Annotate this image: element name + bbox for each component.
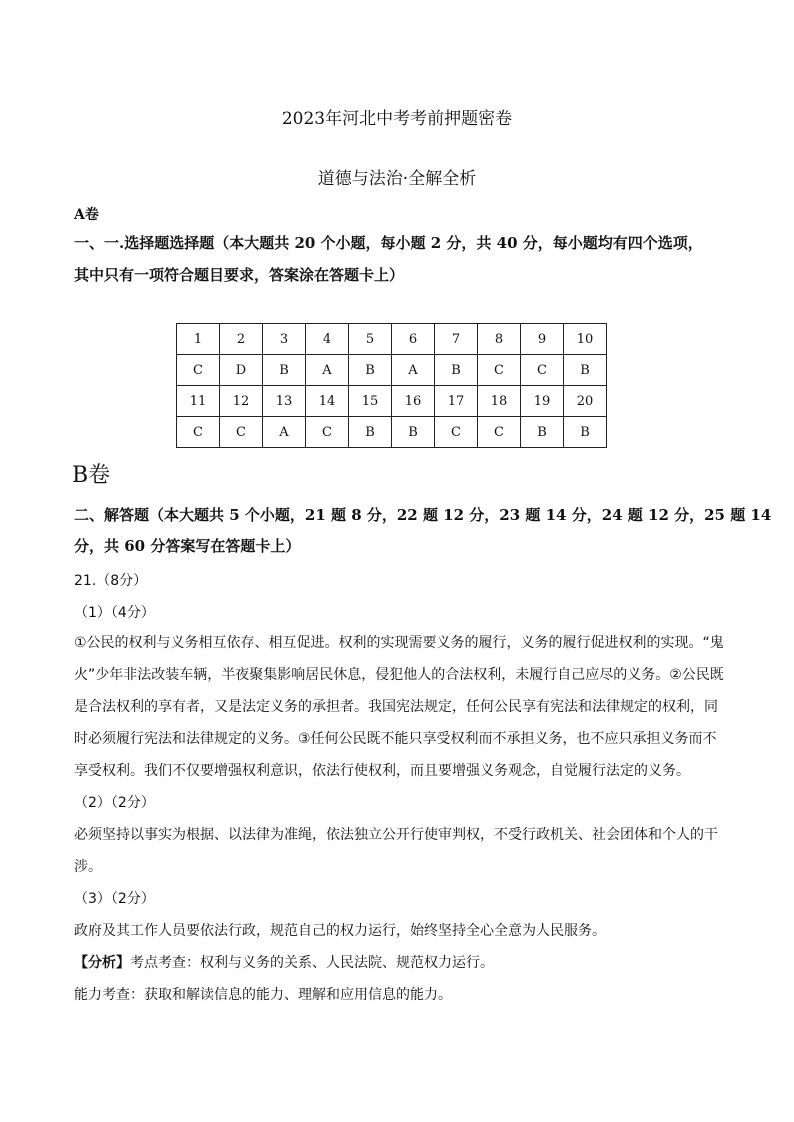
answer-letter-row: [177, 417, 607, 448]
question-number-cell: 14: [306, 386, 349, 417]
answer-letter-cell: B: [263, 355, 306, 386]
answer-letter-cell: C: [177, 417, 220, 448]
answer-letter-row: [177, 355, 607, 386]
part-1-text-line: 火”少年非法改装车辆，半夜聚集影响居民休息，侵犯他人的合法权利，未履行自己应尽的义务。②公民既: [74, 667, 724, 683]
question-number-cell: 2: [220, 324, 263, 355]
answer-letter-cell: A: [306, 355, 349, 386]
answer-letter-cell: B: [349, 355, 392, 386]
question-number-cell: 9: [521, 324, 564, 355]
question-number-cell: 13: [263, 386, 306, 417]
part-1-text-line: ①公民的权利与义务相互依存、相互促进。权利的实现需要义务的履行，义务的履行促进权利的实现。“鬼: [74, 635, 724, 651]
ability-line: 能力考查：获取和解读信息的能力、理解和应用信息的能力。: [74, 987, 452, 1003]
question-number-row: [177, 386, 607, 417]
question-number-row: [177, 324, 607, 355]
question-number-cell: 6: [392, 324, 435, 355]
question-number-cell: 20: [564, 386, 607, 417]
section-b-label: B卷: [72, 463, 111, 488]
part-1-text-line: 是合法权利的享有者，又是法定义务的承担者。我国宪法规定，任何公民享有宪法和法律规定的权利，同: [74, 699, 718, 715]
analysis-line: [74, 952, 494, 972]
answer-letter-cell: A: [392, 355, 435, 386]
answer-key-table: [176, 323, 607, 448]
question-number-cell: 3: [263, 324, 306, 355]
document-subtitle: 道德与法治·全解全析: [317, 169, 477, 189]
answer-letter-cell: A: [263, 417, 306, 448]
analysis-text: 考点考查：权利与义务的关系、人民法院、规范权力运行。: [130, 955, 494, 971]
answer-letter-cell: C: [478, 417, 521, 448]
answer-letter-cell: C: [220, 417, 263, 448]
document-title: 2023年河北中考考前押题密卷: [281, 109, 513, 129]
section-a-label: A卷: [74, 207, 99, 223]
answer-letter-cell: B: [521, 417, 564, 448]
answer-letter-cell: C: [435, 417, 478, 448]
part-3-text-line: 政府及其工作人员要依法行政，规范自己的权力运行，始终坚持全心全意为人民服务。: [74, 923, 606, 939]
question-number-cell: 4: [306, 324, 349, 355]
part-1-text-line: 时必须履行宪法和法律规定的义务。③任何公民既不能只享受权利而不承担义务，也不应只承担义务而不: [74, 731, 717, 747]
multiple-choice-heading-line-1: 一、一.选择题选择题（本大题共 20 个小题，每小题 2 分，共 40 分，每小题均有四个选项，: [74, 234, 703, 252]
part-3-label: （3）（2分）: [74, 891, 155, 907]
question-number-cell: 7: [435, 324, 478, 355]
part-1-text-line: 享受权利。我们不仅要增强权利意识，依法行使权利，而且要增强义务观念，自觉履行法定的义务。: [74, 763, 690, 779]
question-number-cell: 16: [392, 386, 435, 417]
question-number-cell: 11: [177, 386, 220, 417]
short-answer-heading-line-2: 分，共 60 分答案写在答题卡上）: [74, 537, 301, 555]
answer-letter-cell: B: [349, 417, 392, 448]
question-21-label: 21.（8分）: [74, 573, 148, 589]
answer-letter-cell: B: [435, 355, 478, 386]
question-number-cell: 15: [349, 386, 392, 417]
question-number-cell: 18: [478, 386, 521, 417]
answer-letter-cell: B: [392, 417, 435, 448]
answer-letter-cell: C: [521, 355, 564, 386]
part-2-text-line: 涉。: [74, 859, 102, 875]
part-2-label: （2）（2分）: [74, 795, 155, 811]
question-number-cell: 19: [521, 386, 564, 417]
short-answer-heading-line-1: 二、解答题（本大题共 5 个小题，21 题 8 分，22 题 12 分，23 题 14 分，24 题 12 分，25 题 14: [74, 506, 772, 524]
answer-letter-cell: C: [306, 417, 349, 448]
part-2-text-line: 必须坚持以事实为根据、以法律为准绳，依法独立公开行使审判权，不受行政机关、社会团体和个人的干: [74, 827, 718, 843]
answer-letter-cell: C: [177, 355, 220, 386]
answer-letter-cell: C: [478, 355, 521, 386]
question-number-cell: 10: [564, 324, 607, 355]
answer-letter-cell: D: [220, 355, 263, 386]
question-number-cell: 5: [349, 324, 392, 355]
part-1-label: （1）（4分）: [74, 605, 155, 621]
question-number-cell: 17: [435, 386, 478, 417]
multiple-choice-heading-line-2: 其中只有一项符合题目要求，答案涂在答题卡上）: [74, 266, 405, 284]
question-number-cell: 8: [478, 324, 521, 355]
question-number-cell: 12: [220, 386, 263, 417]
analysis-tag: 【分析】: [74, 955, 130, 971]
answer-letter-cell: B: [564, 417, 607, 448]
answer-letter-cell: B: [564, 355, 607, 386]
question-number-cell: 1: [177, 324, 220, 355]
